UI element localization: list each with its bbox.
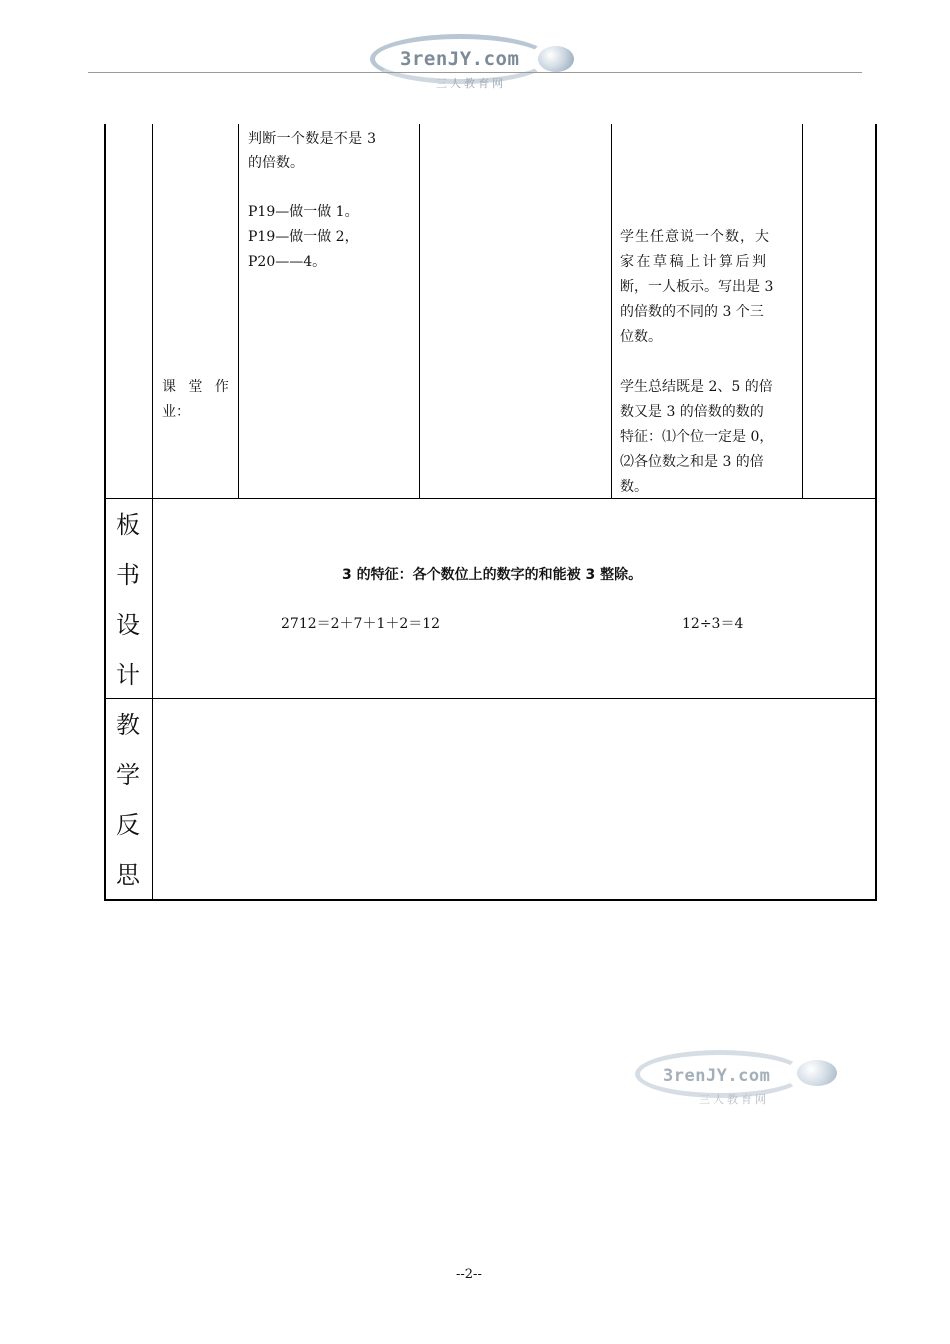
reflection-label-char: 思 <box>116 861 140 889</box>
logo-subtitle: 三人教育网 <box>436 77 506 90</box>
board-equation-left: 2712＝2＋7＋1＋2＝12 <box>281 616 441 632</box>
reflection-label-char: 学 <box>116 761 140 789</box>
reflection-label-char: 反 <box>116 811 140 839</box>
board-equation-right: 12÷3＝4 <box>682 616 744 632</box>
activity-line: ⑵各位数之和是 3 的倍 <box>620 454 764 470</box>
row-divider <box>104 698 877 699</box>
classwork-label-line2: 业： <box>162 404 190 420</box>
logo-subtitle: 三人教育网 <box>699 1093 769 1106</box>
exercise-line: P19—做一做 2， <box>248 229 359 245</box>
exercise-line: P19—做一做 1。 <box>248 204 359 220</box>
col-divider <box>611 124 612 499</box>
exercise-line: P20——4。 <box>248 254 327 270</box>
row-divider <box>104 498 877 499</box>
col-divider <box>419 124 420 499</box>
logo-globe-icon <box>538 46 574 72</box>
activity-line: 数。 <box>620 479 648 495</box>
col-divider <box>152 124 153 900</box>
exercise-line: 的倍数。 <box>248 155 304 171</box>
activity-line: 的倍数的不同的 3 个三 <box>620 304 764 320</box>
col-divider <box>802 124 803 499</box>
board-title: 3 的特征：各个数位上的数字的和能被 3 整除。 <box>342 567 643 583</box>
exercise-line: 判断一个数是不是 3 <box>248 131 377 147</box>
header-rule <box>88 72 862 73</box>
logo-brand: 3renJY.com <box>663 1066 771 1086</box>
board-label-char: 设 <box>116 611 140 639</box>
footer-logo <box>635 1046 845 1108</box>
activity-line: 学生总结既是 2、5 的倍 <box>620 379 773 395</box>
header-logo <box>370 30 580 92</box>
activity-line: 家在草稿上计算后判 <box>620 254 769 270</box>
page-number: --2-- <box>456 1267 482 1282</box>
table-border-right <box>875 124 877 901</box>
activity-line: 数又是 3 的倍数的数的 <box>620 404 764 420</box>
board-label-char: 计 <box>116 661 140 689</box>
logo-globe-icon <box>797 1060 837 1086</box>
col-divider <box>238 124 239 499</box>
activity-line: 学生任意说一个数，大 <box>620 229 770 245</box>
logo-brand: 3renJY.com <box>400 48 520 70</box>
reflection-label-char: 教 <box>116 711 140 739</box>
activity-line: 特征：⑴个位一定是 0， <box>620 429 774 445</box>
activity-line: 断，一人板示。写出是 3 <box>620 279 774 295</box>
board-label-char: 书 <box>116 561 140 589</box>
board-label-char: 板 <box>116 511 140 539</box>
classwork-label-line1: 课 堂 作 <box>162 379 233 395</box>
table-border-bottom <box>104 899 877 901</box>
activity-line: 位数。 <box>620 329 662 345</box>
